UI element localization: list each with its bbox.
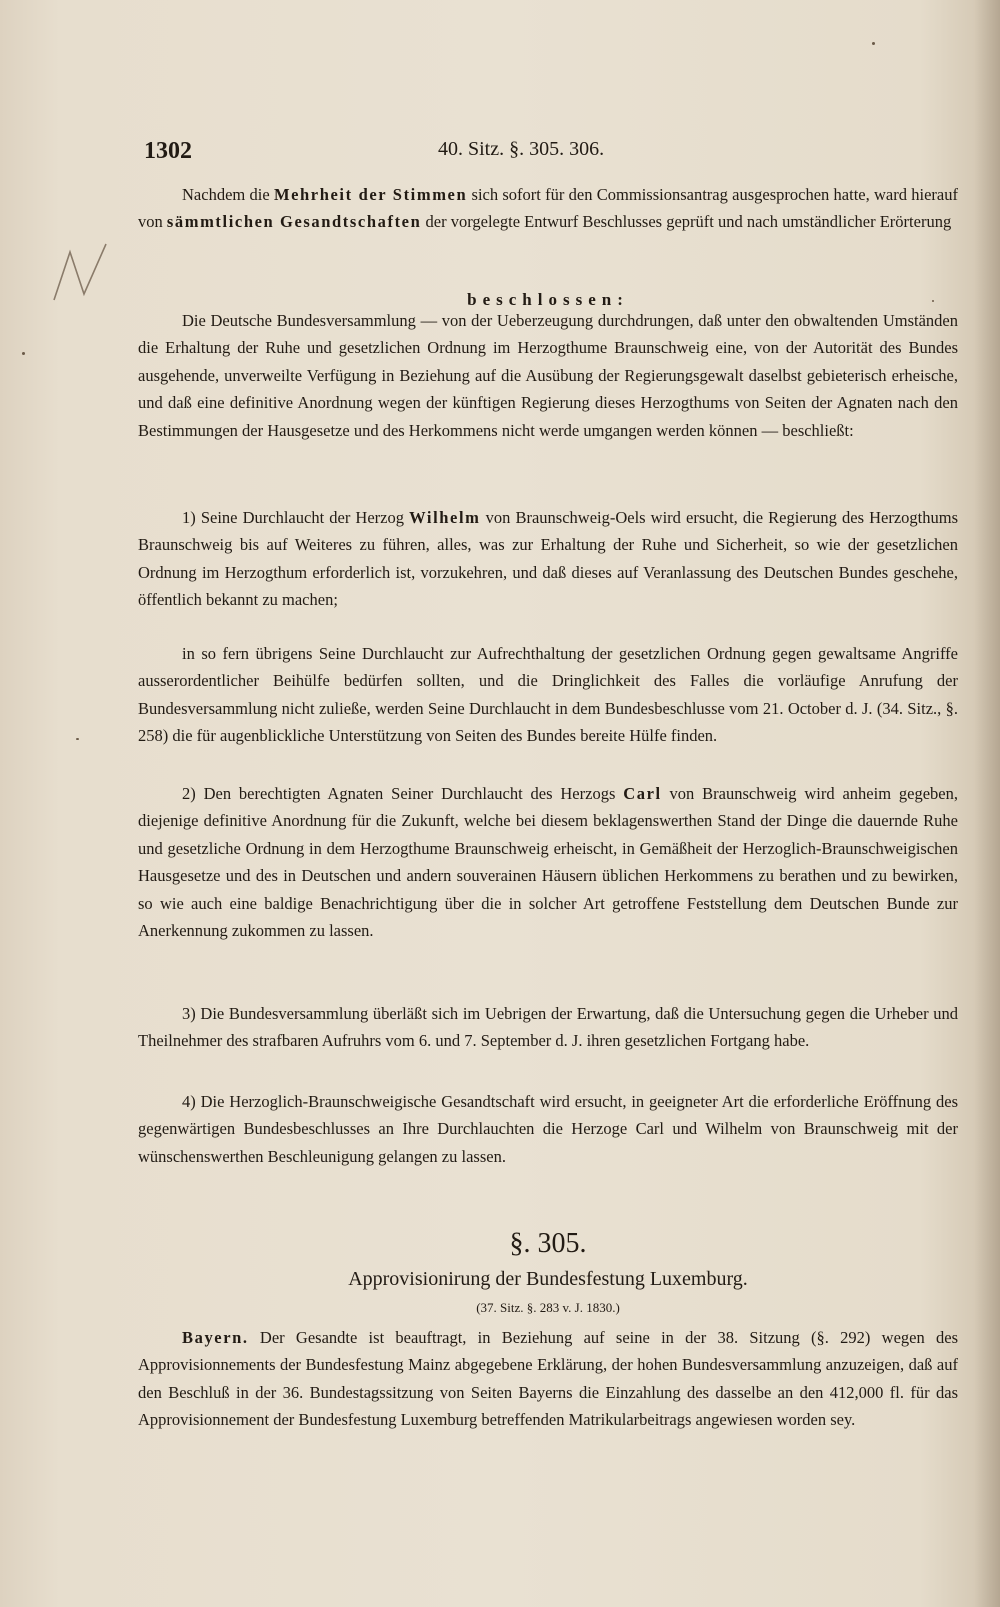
resolution-item-4 [138, 1088, 958, 1170]
intro-text-b: sich sofort für den Commissionsantrag ausgesprochen hatte, ward hierauf von [138, 185, 958, 232]
section-title: Approvisionirung der Bundesfestung Luxemburg. [348, 1268, 748, 1290]
intro-emphasis-majority: Mehrheit der Stimmen [273, 185, 468, 204]
resolution-item-3 [138, 1000, 958, 1055]
page-number: 1302 [144, 138, 192, 164]
item1-continuation-text: in so fern übrigens Seine Durchlaucht zur Aufrechthaltung der gesetzlichen Ordnung gegen gewaltsame Angriffe ausserordentlicher Beihülfe bedürfen sollten, und die Dringlichkeit des Falles die vorläufige Anrufung der Bundesversammlung nicht zuließe, werden Seine Durchlaucht in dem Bundesbeschlusse vom 21. October d. J. (34. Sitz., §. 258) die für augenblickliche Unterstützung von Seiten des Bundes bereite Hülfe finden. [138, 644, 958, 746]
item2-text-a: 2) Den berechtigten Agnaten Seiner Durchlaucht des Herzogs [182, 784, 624, 803]
intro-text-a: Nachdem die [182, 185, 274, 204]
paper-speck [76, 738, 79, 740]
item2-text-b: von Braunschweig wird anheim gegeben, diejenige definitive Anordnung für die Zukunft, welche bei diesem beklagenswerthen Stand der Dinge die dauernde Ruhe und gesetzliche Ordnung in dem Herzogthume Braunschweig erheischt, in Gemäßheit der Herzoglich-Braunschweigischen Hausgesetze und des in Deutschen und andern souverainen Häusern üblichen Herkommens zu berathen und zu bewirken, so wie auch eine baldige Benachrichtigung über die in solcher Art getroffene Feststellung dem Deutschen Bunde zur Anerkennung zukommen zu lassen. [138, 784, 958, 941]
item1-text-a: 1) Seine Durchlaucht der Herzog [182, 508, 410, 527]
item1-emphasis: Wilhelm [409, 508, 481, 527]
resolution-heading: beschlossen: [467, 290, 629, 309]
section-number: §. 305. [509, 1228, 587, 1259]
section-body [138, 1324, 958, 1434]
section-body-text: Der Gesandte ist beauftragt, in Beziehung auf seine in der 38. Sitzung (§. 292) wegen des Approvisionnements der Bundesfestung Mainz abgegebene Erklärung, der hohen Bundesversammlung anzuzeigen, daß auf den Beschluß in der 36. Bundestagssitzung von Seiten Bayerns die Einzahlung des dasselbe an den 412,000 fl. für das Approvisionnement der Bundesfestung Luxemburg betreffenden Matrikularbeitrags angewiesen worden sey. [138, 1328, 958, 1430]
item2-emphasis: Carl [623, 784, 662, 803]
page-edge-shadow [974, 0, 1000, 1607]
resolution-item-1 [138, 504, 958, 614]
resolution-item-2 [138, 780, 958, 944]
section-reference: (37. Sitz. §. 283 v. J. 1830.) [476, 1300, 620, 1315]
paper-speck [22, 352, 25, 355]
item4-text: 4) Die Herzoglich-Braunschweigische Gesandtschaft wird ersucht, in geeigneter Art die erforderliche Eröffnung des gegenwärtigen Bundesbeschlusses an Ihre Durchlauchten die Herzoge Carl und Wilhelm von Braunschweig mit der wünschenswerthen Beschleunigung gelangen zu lassen. [138, 1092, 958, 1166]
page-header [138, 136, 958, 170]
intro-emphasis-delegations: sämmtlichen Gesandtschaften [166, 212, 422, 232]
resolution-preamble [138, 307, 958, 444]
running-head: 40. Sitz. §. 305. 306. [438, 138, 605, 160]
item1-text-b: von Braunschweig-Oels wird ersucht, die Regierung des Herzogthums Braunschweig bis auf Weiteres zu führen, alles, was zur Erhaltung der Ruhe und Sicherheit, so wie der gesetzlichen Ordnung im Herzogthum erforderlich ist, vorzukehren, und daß dieses auf Veranlassung des Deutschen Bundes geschehe, öffentlich bekannt zu machen; [138, 508, 958, 610]
paper-speck [872, 42, 875, 45]
section-lead-bavaria: Bayern. [182, 1328, 249, 1347]
pencil-margin-mark [48, 238, 128, 308]
preamble-text: Die Deutsche Bundesversammlung — von der Ueberzeugung durchdrungen, daß unter den obwaltenden Umständen die Erhaltung der Ruhe und gesetzlichen Ordnung im Herzogthume Braunschweig eine, von der Autorität des Bundes ausgehende, unverweilte Verfügung in Beziehung auf die Ausübung der Regierungsgewalt daselbst gebieterisch erheische, und daß eine definitive Anordnung wegen der künftigen Regierung dieses Herzogthums von Seiten der Agnaten nach den Bestimmungen der Hausgesetze und des Herkommens nicht werde umgangen werden können — beschließt: [138, 311, 958, 440]
intro-paragraph [138, 181, 958, 236]
item3-text: 3) Die Bundesversammlung überläßt sich im Uebrigen der Erwartung, daß die Untersuchung gegen die Urheber und Theilnehmer des strafbaren Aufruhrs vom 6. und 7. September d. J. ihren gesetzlichen Fortgang habe. [138, 1004, 958, 1051]
intro-text-c: der vorgelegte Entwurf Beschlusses geprüft und nach umständlicher Erörterung [421, 212, 952, 232]
resolution-item-1-continuation [138, 640, 958, 750]
